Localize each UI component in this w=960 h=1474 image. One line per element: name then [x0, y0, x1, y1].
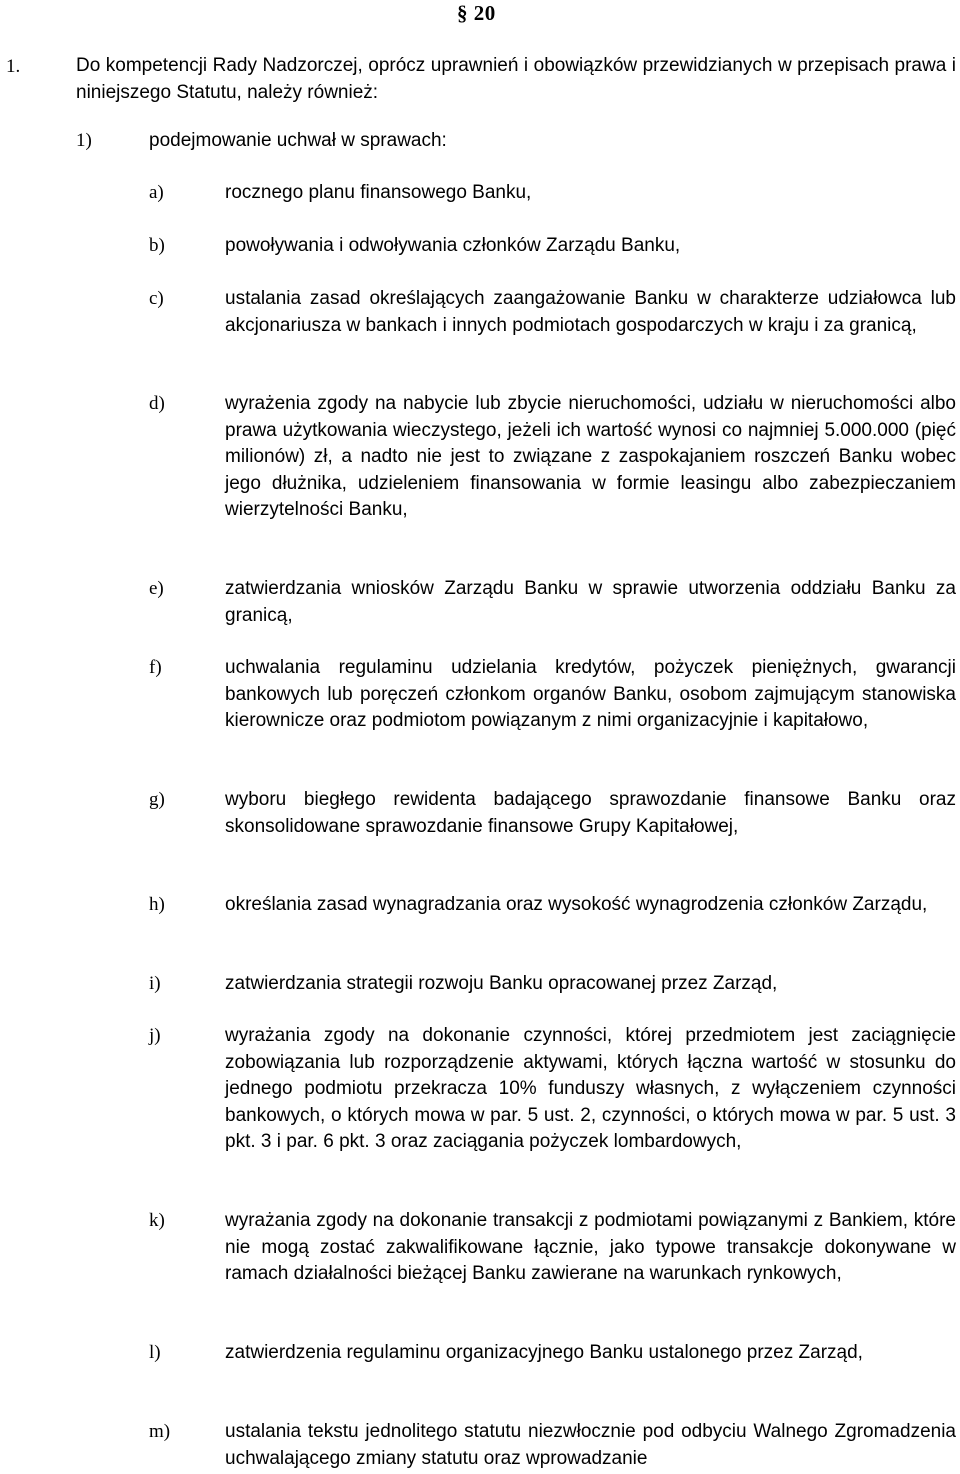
paragraph-intro-text: Do kompetencji Rady Nadzorczej, oprócz uprawnień i obowiązków przewidzianych w przepisach prawa i niniejszego Statutu, należy również: [76, 55, 956, 103]
list-item-text: określania zasad wynagradzania oraz wysokość wynagrodzenia członków Zarządu, [225, 894, 928, 915]
list-item-letter: k) [149, 1210, 165, 1231]
list-item-letter: i) [149, 973, 161, 994]
list-item-letter: f) [149, 657, 162, 678]
list-item-letter: g) [149, 789, 165, 810]
list-item-text: wyrażenia zgody na nabycie lub zbycie nieruchomości, udziału w nieruchomości albo prawa użytkowania wieczystego, jeżeli ich wartość wynosi co najmniej 5.000.000 (pięć milionów) zł, a nadto nie jest to związane z zaspokajaniem roszczeń Banku wobec jego dłużnika, udzieleniem finansowania w formie leasingu albo zabezpieczaniem wierzytelności Banku, [225, 393, 956, 520]
list-item-letter: a) [149, 182, 164, 203]
section-mark: § 20 [457, 1, 496, 25]
list-item-text: wyboru biegłego rewidenta badającego sprawozdanie finansowe Banku oraz skonsolidowane sprawozdanie finansowe Grupy Kapitałowej, [225, 789, 956, 837]
list-item-text: ustalania zasad określających zaangażowanie Banku w charakterze udziałowca lub akcjonariusza w bankach i innych podmiotach gospodarczych w kraju i za granicą, [225, 288, 956, 336]
list-item-text: wyrażania zgody na dokonanie transakcji z podmiotami powiązanymi z Bankiem, które nie mogą zostać zakwalifikowane łącznie, jako typowe transakcje dokonywane w ramach działalności bieżącej Banku zawierane na warunkach rynkowych, [225, 1210, 956, 1284]
list-item-text: zatwierdzania strategii rozwoju Banku opracowanej przez Zarząd, [225, 973, 778, 994]
list-item-text: rocznego planu finansowego Banku, [225, 182, 532, 203]
list-item-text: uchwalania regulaminu udzielania kredytów, pożyczek pieniężnych, gwarancji bankowych lub poręczeń członkom organów Banku, osobom zajmującym stanowiska kierownicze oraz podmiotom powiązanym z nimi organizacyjnie i kapitałowo, [225, 657, 956, 731]
list-item-text: zatwierdzenia regulaminu organizacyjnego Banku ustalonego przez Zarząd, [225, 1342, 863, 1363]
list-item-letter: h) [149, 894, 165, 915]
list-item-letter: c) [149, 288, 164, 309]
list-item-letter: d) [149, 393, 165, 414]
subpoint-number: 1) [76, 130, 92, 151]
list-item-text: ustalania tekstu jednolitego statutu niezwłocznie pod odbyciu Walnego Zgromadzenia uchwalającego zmiany statutu oraz wprowadzanie [225, 1421, 956, 1469]
list-item-letter: m) [149, 1421, 171, 1442]
list-item-text: powoływania i odwoływania członków Zarządu Banku, [225, 235, 681, 256]
list-item-text: wyrażania zgody na dokonanie czynności, której przedmiotem jest zaciągnięcie zobowiązania lub rozporządzenie aktywami, których łączna wartość w stosunku do jednego podmiotu przekracza 10% funduszy własnych, z wyłączeniem czynności bankowych, o których mowa w par. 5 ust. 2, czynności, o których mowa w par. 5 ust. 3 pkt. 3 i par. 6 pkt. 3 oraz zaciągania pożyczek lombardowych, [225, 1025, 956, 1152]
list-item-letter: j) [149, 1025, 161, 1046]
list-item-text: zatwierdzania wniosków Zarządu Banku w sprawie utworzenia oddziału Banku za granicą, [225, 578, 956, 626]
subpoint-text: podejmowanie uchwał w sprawach: [149, 130, 447, 151]
paragraph-number: 1. [6, 56, 21, 77]
list-item-letter: b) [149, 235, 165, 256]
list-item-letter: l) [149, 1342, 161, 1363]
list-item-letter: e) [149, 578, 164, 599]
